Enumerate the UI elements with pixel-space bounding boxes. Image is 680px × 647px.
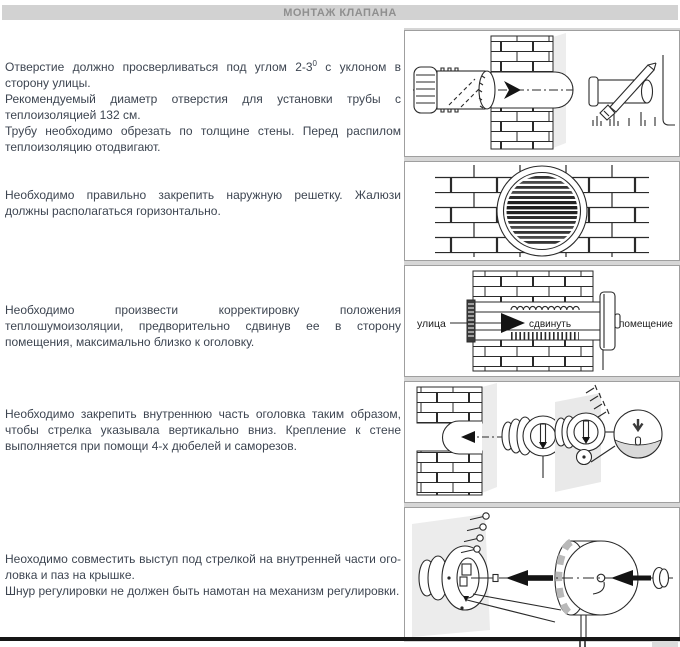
paragraph: Неоходимо совместить выступ под стрелкой на внутренней части оголовка и паз на крышке.	[5, 552, 401, 582]
illustration-align-cover	[405, 508, 679, 639]
step-text-1	[5, 59, 401, 155]
superscript-degree: 0	[312, 59, 317, 68]
wall-shadow	[482, 383, 497, 493]
inner-valve-head	[600, 292, 620, 370]
next-section-divider	[0, 637, 680, 641]
illustration-fix-inner-head	[405, 382, 679, 502]
wall-corner-line	[663, 55, 675, 125]
illustration-round-grille	[405, 162, 679, 260]
label-room: помещение	[619, 319, 673, 330]
end-cap	[653, 568, 669, 589]
paragraph: Рекомендуемый диаметр отверстия для установки трубы с теплоизоляцией 132 см.	[5, 92, 401, 122]
illustration-column	[404, 28, 680, 642]
paragraph: Шнур регулировки не должен быть намотан на механизм регулировки.	[5, 584, 400, 598]
detail-magnifier	[614, 410, 662, 458]
valve-head-mounted	[555, 393, 615, 492]
step-text-4	[5, 406, 401, 454]
step-text-2	[5, 187, 401, 219]
section-header-bar	[2, 5, 678, 20]
illustration-panel-2	[404, 161, 680, 261]
paragraph: Отверстие должно просверливаться под углом $2-3^0$ с уклоном в сторону улицы.	[5, 59, 401, 90]
step-text-3	[5, 302, 401, 350]
label-shift: сдвинуть	[529, 319, 572, 330]
paragraph: Необходимо закрепить внутреннюю часть оголовка таким образом, чтобы стрелка указывала вертикально вниз. Крепление к стене выполняется при помощи 4-х дюбелей и саморезов.	[5, 407, 401, 453]
brick-wall	[417, 451, 482, 495]
round-grille	[497, 166, 587, 256]
paragraph: Трубу необходимо обрезать по толщине стены. Перед распилом теплоизоляцию отодвигают.	[5, 124, 401, 154]
slot-mark	[636, 437, 641, 445]
illustration-panel-4	[404, 381, 680, 503]
illustration-duct-through-wall	[405, 31, 679, 156]
illustration-panel-5	[404, 507, 680, 640]
drum-cord	[581, 615, 586, 639]
label-street: улица	[417, 318, 446, 330]
hacksaw-cutting-pipe	[589, 55, 675, 126]
illustration-panel-1	[404, 30, 680, 157]
cover-drum	[555, 541, 638, 639]
assembly-arrow-1	[506, 570, 528, 586]
paragraph: Необходимо правильно закрепить наружную решетку. Жалюзи должны располагаться горизонтально.	[5, 188, 401, 218]
insulated-duct	[414, 67, 495, 113]
illustration-shift-insulation	[405, 266, 679, 376]
paragraph: Необходимо произвести корректировку положения теплошумоизоляции, предворительно сдвинув ее в сторону помещения, максимально близко к оголовку.	[5, 303, 401, 349]
brick-wall	[417, 387, 482, 423]
step-text-5	[5, 551, 401, 599]
page-title: МОНТАЖ КЛАПАНА	[283, 6, 397, 19]
illustration-panel-3	[404, 265, 680, 377]
